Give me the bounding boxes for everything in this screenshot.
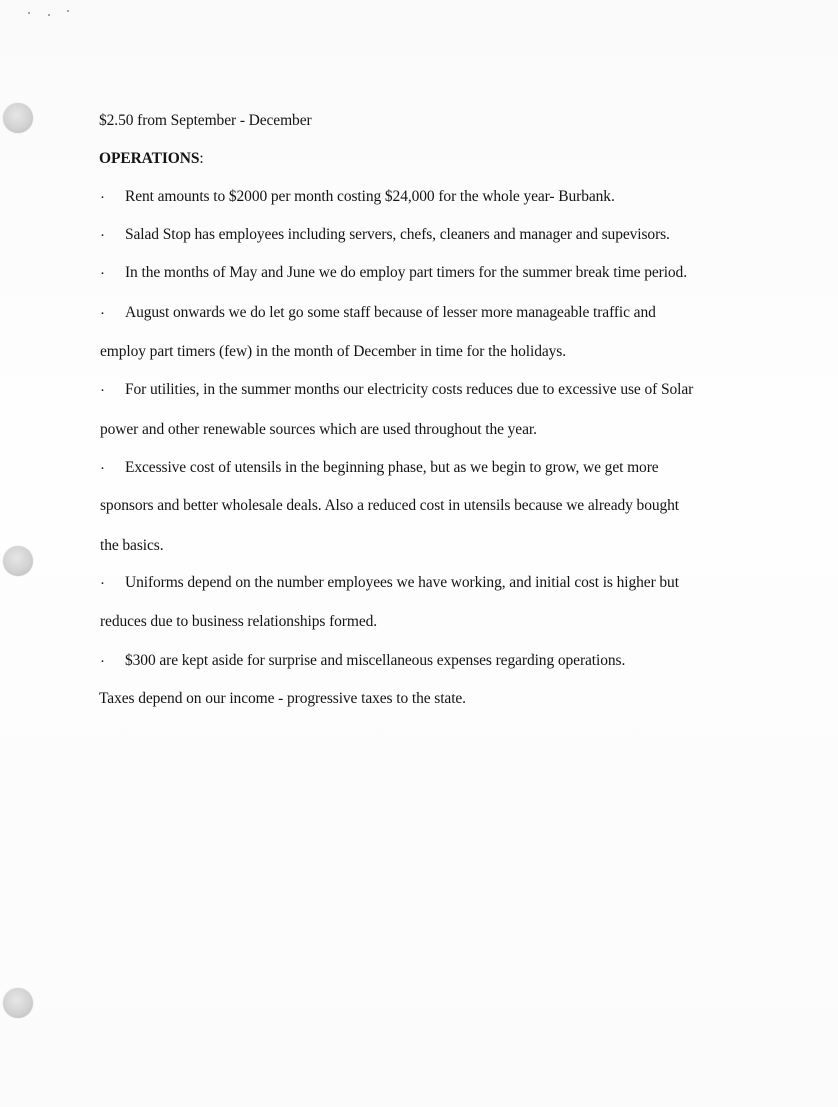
scan-speck [48,14,50,16]
bullet-4-continuation: employ part timers (few) in the month of December in time for the holidays. [100,343,566,360]
bullet-5-text: For utilities, in the summer months our electricity costs reduces due to excessive use of Solar [125,381,694,398]
price-line: $2.50 from September - December [99,112,312,129]
bullet-3-text: In the months of May and June we do employ part timers for the summer break time period. [125,264,687,281]
punch-hole-middle [3,546,33,576]
operations-heading [99,150,204,168]
bullet-symbol: · [100,654,105,670]
bullet-4-text: August onwards we do let go some staff because of lesser more manageable traffic and [125,304,656,321]
bullet-symbol: · [100,266,105,282]
bullet-6-continuation: sponsors and better wholesale deals. Also a reduced cost in utensils because we already bought [100,497,680,514]
bullet-symbol: · [100,190,105,206]
bullet-8-text: $300 are kept aside for surprise and miscellaneous expenses regarding operations. [125,652,626,669]
bullet-5-continuation: power and other renewable sources which are used throughout the year. [100,421,537,438]
punch-hole-top [3,103,33,133]
bullet-6-continuation-2: the basics. [100,537,164,554]
bullet-2-text: Salad Stop has employees including servers, chefs, cleaners and manager and supevisors. [125,226,670,243]
bullet-6-text: Excessive cost of utensils in the beginning phase, but as we begin to grow, we get more [125,459,659,476]
scan-speck [67,10,69,12]
bullet-symbol: · [100,306,105,322]
bullet-1-text: Rent amounts to $2000 per month costing $24,000 for the whole year- Burbank. [125,188,615,205]
bullet-symbol: · [100,576,105,592]
bullet-symbol: · [100,461,105,477]
bullet-symbol: · [100,228,105,244]
bullet-7-text: Uniforms depend on the number employees we have working, and initial cost is higher but [125,574,679,591]
taxes-line: Taxes depend on our income - progressive taxes to the state. [99,690,466,707]
scan-speck [28,12,30,14]
punch-hole-bottom [3,988,33,1018]
bullet-symbol: · [100,383,105,399]
bullet-7-continuation: reduces due to business relationships formed. [100,613,378,630]
operations-heading-colon: : [199,150,204,167]
operations-heading-text: OPERATIONS [99,150,200,167]
